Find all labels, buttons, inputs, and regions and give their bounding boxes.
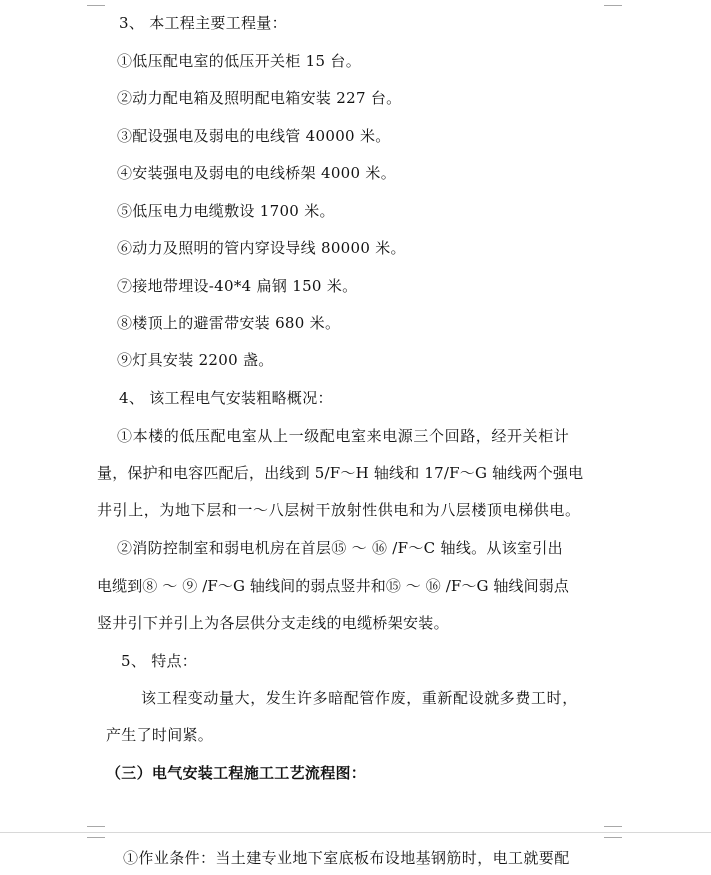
paragraph-work-conditions-line-1: ①作业条件：当土建专业地下室底板布设地基钢筋时，电工就要配 (123, 849, 570, 867)
paragraph-overview-2-line-1: ②消防控制室和弱电机房在首层⑮ ～ ⑯ /F～C 轴线。从该室引出 (117, 539, 563, 557)
paragraph-overview-1-line-1: ①本楼的低压配电室从上一级配电室来电源三个回路，经开关柜计 (117, 427, 570, 445)
page-corner-mark-next-top-left (87, 837, 105, 844)
list-item-7: ⑦接地带埋设-40*4 扁钢 150 米。 (117, 277, 358, 295)
list-item-4: ④安装强电及弱电的电线桥架 4000 米。 (117, 164, 397, 182)
list-item-8: ⑧楼顶上的避雷带安装 680 米。 (117, 314, 341, 332)
section-heading-5: 5、 特点： (121, 652, 198, 670)
section-heading-3: 3、 本工程主要工程量： (119, 14, 287, 32)
page-corner-mark-top-right (604, 0, 622, 6)
paragraph-overview-1-line-3: 井引上，为地下层和一～八层树干放射性供电和为八层楼顶电梯供电。 (97, 501, 581, 519)
list-item-6: ⑥动力及照明的管内穿设导线 80000 米。 (117, 239, 406, 257)
section-heading-4: 4、 该工程电气安装粗略概况： (119, 389, 333, 407)
list-item-1: ①低压配电室的低压开关柜 15 台。 (117, 52, 362, 70)
list-item-5: ⑤低压电力电缆敷设 1700 米。 (117, 202, 335, 220)
page-corner-mark-top-left (87, 0, 105, 6)
paragraph-overview-1-line-2: 量，保护和电容匹配后，出线到 5/F～H 轴线和 17/F～G 轴线两个强电 (97, 464, 584, 482)
list-item-9: ⑨灯具安装 2200 盏。 (117, 351, 274, 369)
paragraph-overview-2-line-2: 电缆到⑧ ～ ⑨ /F～G 轴线间的弱点竖井和⑮ ～ ⑯ /F～G 轴线间弱点 (97, 577, 569, 595)
page-corner-mark-next-top-right (604, 837, 622, 844)
paragraph-features-line-2: 产生了时间紧。 (106, 726, 214, 744)
paragraph-features-line-1: 该工程变动量大，发生许多暗配管作废，重新配设就多费工时， (141, 689, 578, 707)
page-divider (0, 832, 711, 833)
section-heading-process-flow: （三）电气安装工程施工工艺流程图： (106, 764, 367, 782)
list-item-3: ③配设强电及弱电的电线管 40000 米。 (117, 127, 391, 145)
list-item-2: ②动力配电箱及照明配电箱安装 227 台。 (117, 89, 402, 107)
paragraph-overview-2-line-3: 竖井引下并引上为各层供分支走线的电缆桥架安装。 (97, 614, 449, 632)
